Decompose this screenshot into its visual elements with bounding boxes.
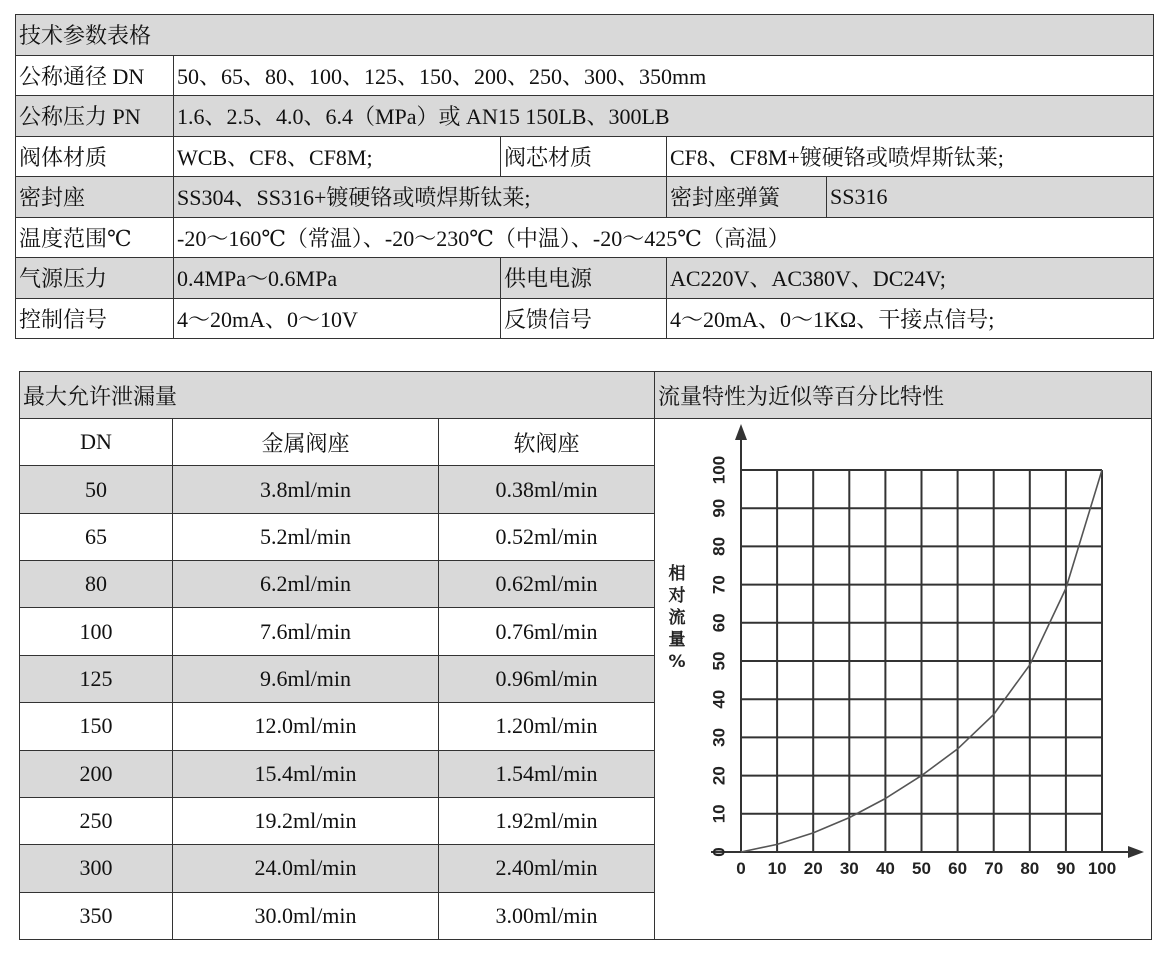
flow-characteristic-chart (655, 419, 1151, 939)
y-axis-arrow (735, 424, 747, 440)
leakage-cell: 80 (20, 561, 173, 608)
leakage-cell: 1.20ml/min (439, 703, 655, 750)
leakage-header-cell: 软阀座 (439, 419, 655, 466)
leakage-cell: 0.76ml/min (439, 608, 655, 655)
y-axis-label-char: 流 (668, 608, 686, 628)
y-tick-label: 30 (709, 727, 729, 747)
leakage-cell: 0.96ml/min (439, 655, 655, 702)
spec-value-2: CF8、CF8M+镀硬铬或喷焊斯钛莱; (667, 136, 1154, 177)
spec-title-row (16, 15, 1154, 56)
x-tick-label: 90 (1056, 859, 1076, 878)
spec-value-2: SS316 (827, 177, 1154, 218)
y-axis-label-char: 对 (668, 586, 686, 606)
spec-row (16, 177, 1154, 218)
y-tick-label: 70 (709, 575, 729, 595)
y-axis-label-char: % (668, 652, 686, 672)
spec-label: 公称压力 PN (16, 96, 174, 137)
x-tick-label: 80 (1020, 859, 1040, 878)
x-tick-label: 40 (875, 859, 895, 878)
spec-label: 阀体材质 (16, 136, 174, 177)
leakage-cell: 250 (20, 797, 173, 844)
spec-label: 温度范围℃ (16, 217, 174, 258)
spec-label: 控制信号 (16, 298, 174, 339)
leakage-cell: 0.52ml/min (439, 513, 655, 560)
bottom-title-row (20, 372, 1152, 419)
leakage-cell: 50 (20, 466, 173, 513)
leakage-cell: 350 (20, 892, 173, 939)
leakage-cell: 0.38ml/min (439, 466, 655, 513)
spec-value: 1.6、2.5、4.0、6.4（MPa）或 AN15 150LB、300LB (174, 96, 1154, 137)
leakage-cell: 19.2ml/min (173, 797, 439, 844)
spec-value-2: 4～20mA、0～1KΩ、干接点信号; (667, 298, 1154, 339)
leakage-header-cell: 金属阀座 (173, 419, 439, 466)
y-tick-label: 10 (709, 804, 729, 824)
spec-label: 公称通径 DN (16, 55, 174, 96)
leakage-cell: 12.0ml/min (173, 703, 439, 750)
y-tick-label: 90 (709, 498, 729, 518)
spec-row (16, 298, 1154, 339)
spec-row (16, 136, 1154, 177)
spec-label-2: 供电电源 (501, 258, 667, 299)
leakage-cell: 1.54ml/min (439, 750, 655, 797)
leakage-cell: 65 (20, 513, 173, 560)
leakage-cell: 3.00ml/min (439, 892, 655, 939)
spec-label-2: 阀芯材质 (501, 136, 667, 177)
spec-value: 0.4MPa～0.6MPa (174, 258, 501, 299)
y-tick-label: 50 (709, 651, 729, 671)
y-tick-label: 100 (709, 455, 729, 485)
y-tick-label: 40 (709, 689, 729, 709)
leakage-cell: 15.4ml/min (173, 750, 439, 797)
flow-chart-cell (655, 419, 1152, 940)
leakage-cell: 2.40ml/min (439, 845, 655, 892)
y-tick-label: 80 (709, 536, 729, 556)
leakage-cell: 30.0ml/min (173, 892, 439, 939)
leakage-cell: 1.92ml/min (439, 797, 655, 844)
spec-label: 密封座 (16, 177, 174, 218)
spec-value: -20～160℃（常温）、-20～230℃（中温）、-20～425℃（高温） (174, 217, 1154, 258)
leakage-header-row (20, 419, 1152, 466)
leakage-table-title: 最大允许泄漏量 (20, 372, 655, 419)
x-tick-label: 30 (839, 859, 859, 878)
spec-value: SS304、SS316+镀硬铬或喷焊斯钛莱; (174, 177, 667, 218)
leakage-cell: 6.2ml/min (173, 561, 439, 608)
leakage-cell: 7.6ml/min (173, 608, 439, 655)
leakage-cell: 24.0ml/min (173, 845, 439, 892)
leakage-cell: 200 (20, 750, 173, 797)
leakage-cell: 5.2ml/min (173, 513, 439, 560)
spec-value: WCB、CF8、CF8M; (174, 136, 501, 177)
spec-value: 50、65、80、100、125、150、200、250、300、350mm (174, 55, 1154, 96)
leakage-header-cell: DN (20, 419, 173, 466)
x-tick-label: 20 (803, 859, 823, 878)
spec-label-2: 密封座弹簧 (667, 177, 827, 218)
spec-row (16, 217, 1154, 258)
y-tick-label: 0 (709, 847, 729, 857)
x-axis-arrow (1128, 846, 1144, 858)
y-axis-label-char: 相 (668, 564, 686, 584)
x-tick-label: 10 (767, 859, 787, 878)
y-axis-label-char: 量 (668, 630, 686, 650)
leakage-cell: 125 (20, 655, 173, 702)
x-tick-label: 70 (984, 859, 1004, 878)
leakage-cell: 3.8ml/min (173, 466, 439, 513)
leakage-cell: 150 (20, 703, 173, 750)
spec-label: 气源压力 (16, 258, 174, 299)
leakage-cell: 0.62ml/min (439, 561, 655, 608)
x-tick-label: 0 (736, 859, 746, 878)
x-tick-label: 50 (912, 859, 931, 878)
leakage-cell: 9.6ml/min (173, 655, 439, 702)
leakage-cell: 100 (20, 608, 173, 655)
spec-row (16, 96, 1154, 137)
bottom-section (19, 371, 1152, 940)
spec-table-title: 技术参数表格 (16, 15, 1154, 56)
spec-value-2: AC220V、AC380V、DC24V; (667, 258, 1154, 299)
spec-label-2: 反馈信号 (501, 298, 667, 339)
chart-title: 流量特性为近似等百分比特性 (655, 372, 1152, 419)
spec-table (15, 14, 1154, 339)
spec-value: 4～20mA、0～10V (174, 298, 501, 339)
x-tick-label: 100 (1087, 859, 1117, 878)
y-tick-label: 20 (709, 766, 729, 786)
y-tick-label: 60 (709, 613, 729, 633)
spec-row (16, 258, 1154, 299)
x-tick-label: 60 (948, 859, 968, 878)
spec-row (16, 55, 1154, 96)
leakage-cell: 300 (20, 845, 173, 892)
